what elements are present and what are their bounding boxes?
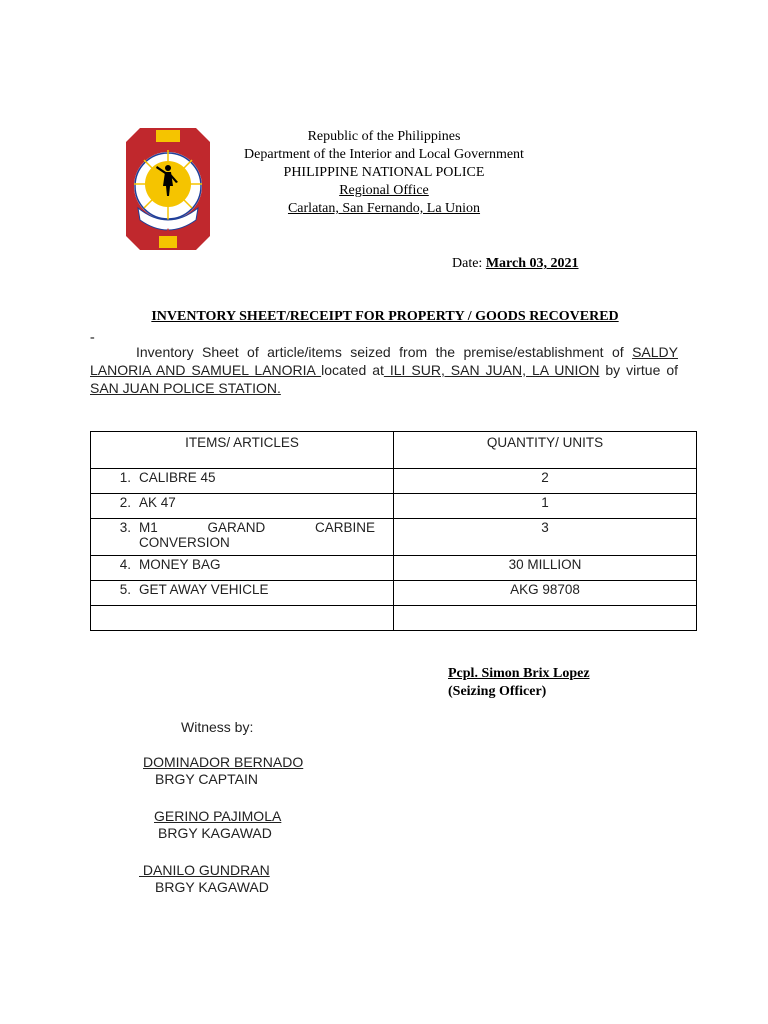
row-quantity: 1	[394, 494, 697, 519]
header-pnp: PHILIPPINE NATIONAL POLICE	[283, 165, 485, 180]
witness-2-name: GERINO PAJIMOLA	[154, 808, 282, 824]
witness-2-title: BRGY KAGAWAD	[158, 825, 272, 841]
date-line	[452, 256, 579, 272]
table-row	[91, 556, 697, 581]
row-item: AK 47	[139, 495, 176, 510]
table-row	[91, 519, 697, 556]
row-number: 1.	[119, 470, 131, 485]
table-row	[91, 494, 697, 519]
para-location: ILI SUR, SAN JUAN, LA UNION	[383, 362, 600, 378]
witness-label: Witness by:	[181, 719, 254, 735]
row-quantity: 30 MILLION	[394, 556, 697, 581]
row-quantity: AKG 98708	[394, 581, 697, 606]
row-number: 2.	[119, 495, 131, 510]
witness-3-title: BRGY KAGAWAD	[155, 879, 269, 895]
row-quantity: 2	[394, 469, 697, 494]
intro-paragraph	[90, 343, 678, 397]
row-quantity: 3	[394, 519, 697, 556]
document-title: INVENTORY SHEET/RECEIPT FOR PROPERTY / GOODS RECOVERED	[151, 309, 619, 324]
witness-3-name: DANILO GUNDRAN	[139, 862, 270, 878]
date-label: Date:	[452, 256, 483, 271]
row-number: 5.	[119, 582, 131, 597]
row-item: MONEY BAG	[139, 557, 221, 572]
row-item: M1 GARAND CARBINE CONVERSION	[139, 520, 375, 550]
dash-mark: -	[90, 330, 95, 345]
header-address: Carlatan, San Fernando, La Union	[287, 201, 481, 216]
date-value: March 03, 2021	[485, 256, 579, 271]
header-republic: Republic of the Philippines	[307, 129, 461, 144]
col-quantity-header: QUANTITY/ UNITS	[394, 432, 697, 469]
para-authority: SAN JUAN POLICE STATION.	[90, 380, 281, 396]
witness-1-name: DOMINADOR BERNADO	[143, 754, 304, 770]
officer-name: Pcpl. Simon Brix Lopez	[448, 666, 590, 681]
table-row	[91, 581, 697, 606]
para-text-2: located at	[321, 362, 384, 378]
para-text-1: Inventory Sheet of article/items seized from the premise/establishment of	[136, 344, 633, 360]
row-item: GET AWAY VEHICLE	[139, 582, 269, 597]
header-regional-office: Regional Office	[339, 183, 429, 198]
table-header-row	[91, 432, 697, 469]
row-number: 3.	[119, 520, 131, 535]
seizing-officer	[448, 665, 590, 701]
witness-1-title: BRGY CAPTAIN	[155, 771, 258, 787]
para-text-3: by virtue of	[599, 362, 678, 378]
table-row	[91, 469, 697, 494]
table-empty-row	[91, 606, 697, 631]
header-department: Department of the Interior and Local Government	[244, 147, 524, 162]
officer-role: (Seizing Officer)	[448, 684, 547, 699]
row-number: 4.	[119, 557, 131, 572]
row-item: CALIBRE 45	[139, 470, 216, 485]
inventory-table	[90, 431, 697, 631]
col-items-header: ITEMS/ ARTICLES	[91, 432, 394, 469]
para-owner: SALDY LANORIA AND SAMUEL LANORIA	[90, 344, 678, 378]
